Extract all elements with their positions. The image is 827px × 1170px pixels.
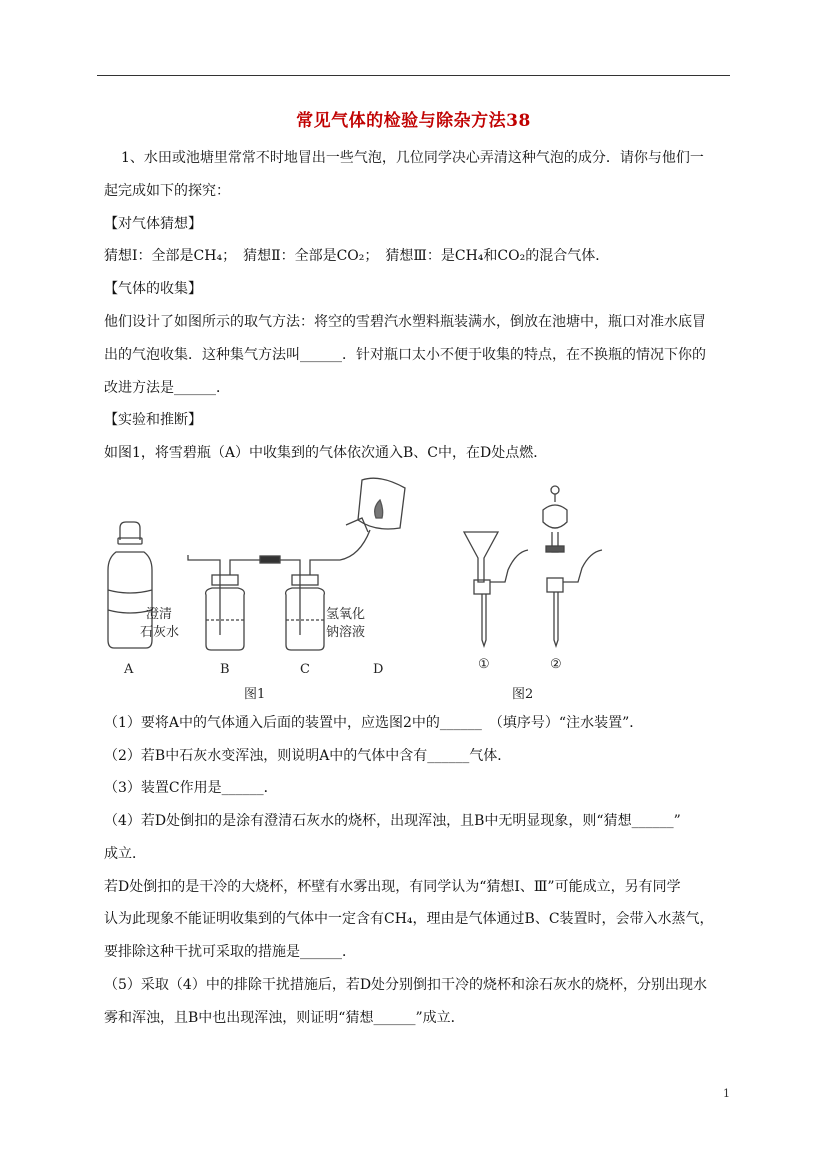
label-lime-2: 石灰水 xyxy=(140,625,180,640)
bottle-c xyxy=(286,588,325,650)
paragraph-line: 1、水田或池塘里常常不时地冒出一些气泡，几位同学决心弄清这种气泡的成分．请你与他们一 xyxy=(121,150,704,166)
paragraph-line: 若D处倒扣的是干冷的大烧杯，杯壁有水雾出现，有同学认为“猜想Ⅰ、Ⅲ”可能成立，另有同学 xyxy=(104,879,681,895)
page-title: 常见气体的检验与除杂方法38 xyxy=(296,111,531,131)
label-num-2: ② xyxy=(550,657,562,672)
paragraph-line: 雾和浑浊，且B中也出现浑浊，则证明“猜想______”成立． xyxy=(104,1010,465,1026)
question-4: （4）若D处倒扣的是涂有澄清石灰水的烧杯，出现浑浊，且B中无明显现象，则“猜想______” xyxy=(104,813,681,829)
label-naoh-1: 氢氧化 xyxy=(326,607,366,622)
paragraph-line: 认为此现象不能证明收集到的气体中一定含有CH₄，理由是气体通过B、C装置时，会带入水蒸气， xyxy=(104,911,714,927)
bottle-b xyxy=(206,588,245,650)
separatory-funnel-2 xyxy=(543,505,567,528)
bottle-neck xyxy=(120,522,140,540)
apparatus-figure xyxy=(100,470,620,705)
page-number: 1 xyxy=(723,1087,730,1100)
section-heading: 【气体的收集】 xyxy=(104,281,202,297)
stopper-b xyxy=(212,575,238,585)
paragraph-line: 出的气泡收集．这种集气方法叫______．针对瓶口太小不便于收集的特点，在不换瓶的情况下你的 xyxy=(104,347,706,363)
question-2: （2）若B中石灰水变浑浊，则说明A中的气体中含有______气体． xyxy=(104,748,512,764)
label-naoh-2: 钠溶液 xyxy=(326,625,366,640)
label-d: D xyxy=(373,662,384,677)
label-a: A xyxy=(124,662,134,677)
label-b: B xyxy=(220,662,230,677)
header-rule xyxy=(97,75,730,76)
label-num-1: ① xyxy=(478,657,490,672)
label-c: C xyxy=(300,662,310,677)
label-lime-1: 澄清 xyxy=(146,607,173,622)
section-heading: 【实验和推断】 xyxy=(104,412,202,428)
stopper-2 xyxy=(547,578,563,592)
paragraph-line: 要排除这种干扰可采取的措施是______． xyxy=(104,944,356,960)
paragraph-line: 成立． xyxy=(104,846,146,862)
caption-fig1: 图1 xyxy=(244,687,266,702)
paragraph-line: 他们设计了如图所示的取气方法：将空的雪碧汽水塑料瓶装满水，倒放在池塘中，瓶口对准水底冒 xyxy=(104,314,706,330)
paragraph-line: 起完成如下的探究： xyxy=(104,183,230,199)
stopper-c xyxy=(292,575,318,585)
section-heading: 【对气体猜想】 xyxy=(104,216,202,232)
question-1: （1）要将A中的气体通入后面的装置中，应选图2中的______ （填序号）“注水装置”． xyxy=(104,715,644,731)
paragraph-line: 如图1，将雪碧瓶（A）中收集到的气体依次通入B、C中，在D处点燃． xyxy=(104,445,548,461)
question-3: （3）装置C作用是______． xyxy=(104,780,278,796)
question-5: （5）采取（4）中的排除干扰措施后，若D处分别倒扣干冷的烧杯和涂石灰水的烧杯，分别出现水 xyxy=(104,977,708,993)
paragraph-line: 猜想Ⅰ：全部是CH₄； 猜想Ⅱ：全部是CO₂； 猜想Ⅲ：是CH₄和CO₂的混合气体． xyxy=(104,248,610,264)
paragraph-line: 改进方法是______． xyxy=(104,380,230,396)
caption-fig2: 图2 xyxy=(512,687,534,702)
funnel-1 xyxy=(464,532,498,582)
